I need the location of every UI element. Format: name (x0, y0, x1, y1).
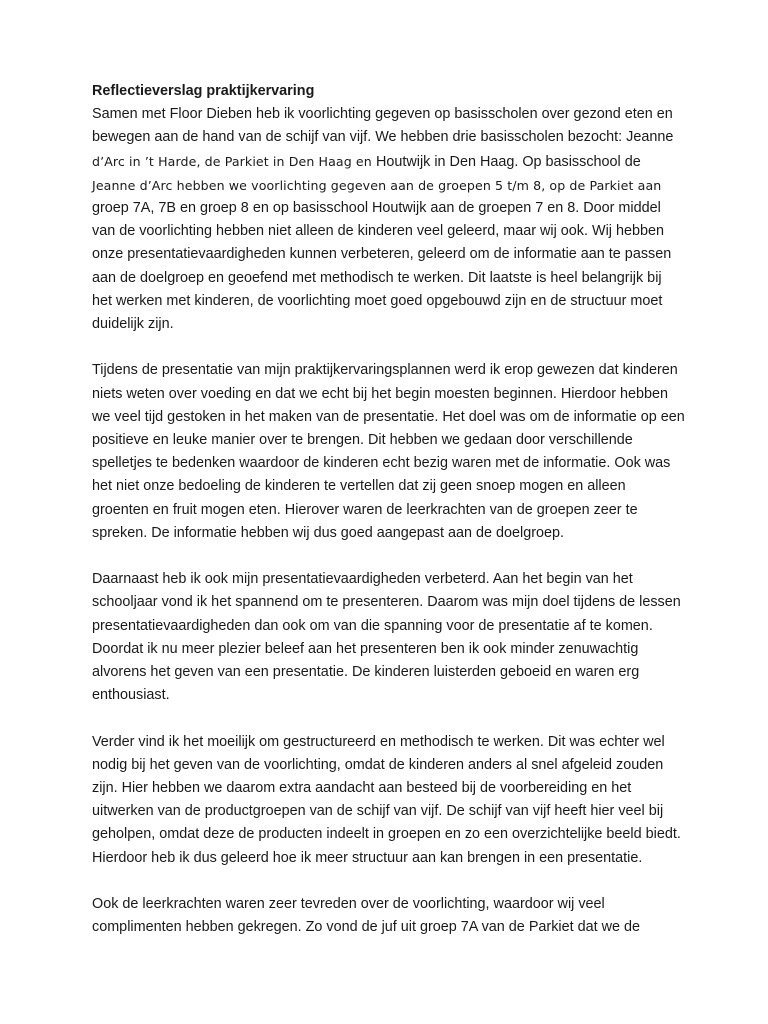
text-line: van de voorlichting hebben niet alleen de kinderen veel geleerd, maar wij ook. Wij hebben (92, 223, 664, 240)
text-line: positieve en leuke manier over te brengen. Dit hebben we gedaan door verschillende (92, 432, 633, 449)
paragraph-4 (92, 731, 692, 870)
document-title: Reflectieverslag praktijkervaring (92, 83, 315, 99)
text-segment: Houtwijk in Den Haag. Op basisschool de (375, 153, 641, 170)
paragraph-1 (92, 103, 692, 336)
text-line: schooljaar vond ik het spannend om te presenteren. Daarom was mijn doel tijdens de lessen (92, 594, 681, 611)
text-line: Jeanne d’Arc hebben we voorlichting gegeven aan de groepen 5 t/m 8, op de Parkiet aan (92, 177, 662, 193)
text-line: we veel tijd gestoken in het maken van de presentatie. Het doel was om de informatie op een (92, 408, 685, 425)
text-line: Daarnaast heb ik ook mijn presentatievaardigheden verbeterd. Aan het begin van het (92, 571, 633, 588)
text-line: Tijdens de presentatie van mijn praktijkervaringsplannen werd ik erop gewezen dat kinderen (92, 362, 678, 379)
text-segment: d’Arc in ’t Harde, de Parkiet in Den Haag en (92, 153, 376, 169)
text-line: niets weten over voeding en dat we echt bij het begin moesten beginnen. Hierdoor hebben (92, 385, 669, 402)
text-line: spelletjes te bedenken waardoor de kinderen echt bezig waren met de informatie. Ook was (92, 455, 671, 472)
text-line: Doordat ik nu meer plezier beleef aan het presenteren ben ik ook minder zenuwachtig (92, 640, 639, 657)
text-line: uitwerken van de productgroepen van de schijf van vijf. De schijf van vijf heeft hier veel bij (92, 803, 664, 820)
text-line: groep 7A, 7B en groep 8 en op basisschool Houtwijk aan de groepen 7 en 8. Door middel (92, 200, 661, 217)
text-line: Hierdoor heb ik dus geleerd hoe ik meer structuur aan kan brengen in een presentatie. (92, 849, 643, 866)
text-line: aan de doelgroep en geoefend met methodisch te werken. Dit laatste is heel belangrijk bij (92, 269, 662, 286)
text-line: het werken met kinderen, de voorlichting moet goed opgebouwd zijn en de structuur moet (92, 292, 663, 309)
text-line: groenten en fruit mogen eten. Hierover waren de leerkrachten van de groepen zeer te (92, 501, 638, 518)
paragraph-5 (92, 893, 692, 939)
text-line: duidelijk zijn. (92, 316, 174, 333)
text-line: zijn. Hier hebben we daarom extra aandacht aan besteed bij de voorbereiding en het (92, 780, 632, 797)
text-line: onze presentatievaardigheden kunnen verbeteren, geleerd om de informatie aan te passen (92, 246, 672, 263)
text-line (92, 150, 692, 174)
text-line: Ook de leerkrachten waren zeer tevreden over de voorlichting, waardoor wij veel (92, 896, 605, 913)
text-line: het niet onze bedoeling de kinderen te vertellen dat zij geen snoep mogen en alleen (92, 478, 626, 495)
paragraph-2 (92, 359, 692, 545)
text-line: nodig bij het geven van de voorlichting, omdat de kinderen anders al snel afgeleid zouden (92, 756, 664, 773)
text-line: alvorens het geven van een presentatie. De kinderen luisterden geboeid en waren erg (92, 664, 640, 681)
text-line: presentatievaardigheden dan ook om van die spanning voor de presentatie af te komen. (92, 617, 653, 634)
document-page (92, 80, 692, 963)
text-line: geholpen, omdat deze de producten indeelt in groepen en zo een overzichtelijke beeld biedt. (92, 826, 681, 843)
text-line: complimenten hebben gekregen. Zo vond de juf uit groep 7A van de Parkiet dat we de (92, 919, 641, 936)
text-line: Verder vind ik het moeilijk om gestructureerd en methodisch te werken. Dit was echter wel (92, 733, 665, 750)
paragraph-3 (92, 568, 692, 707)
text-line: bewegen aan de hand van de schijf van vijf. We hebben drie basisscholen bezocht: Jeanne (92, 129, 674, 146)
text-line: Samen met Floor Dieben heb ik voorlichting gegeven op basisscholen over gezond eten en (92, 106, 673, 123)
text-line: spreken. De informatie hebben wij dus goed aangepast aan de doelgroep. (92, 524, 565, 541)
text-line: enthousiast. (92, 687, 170, 704)
